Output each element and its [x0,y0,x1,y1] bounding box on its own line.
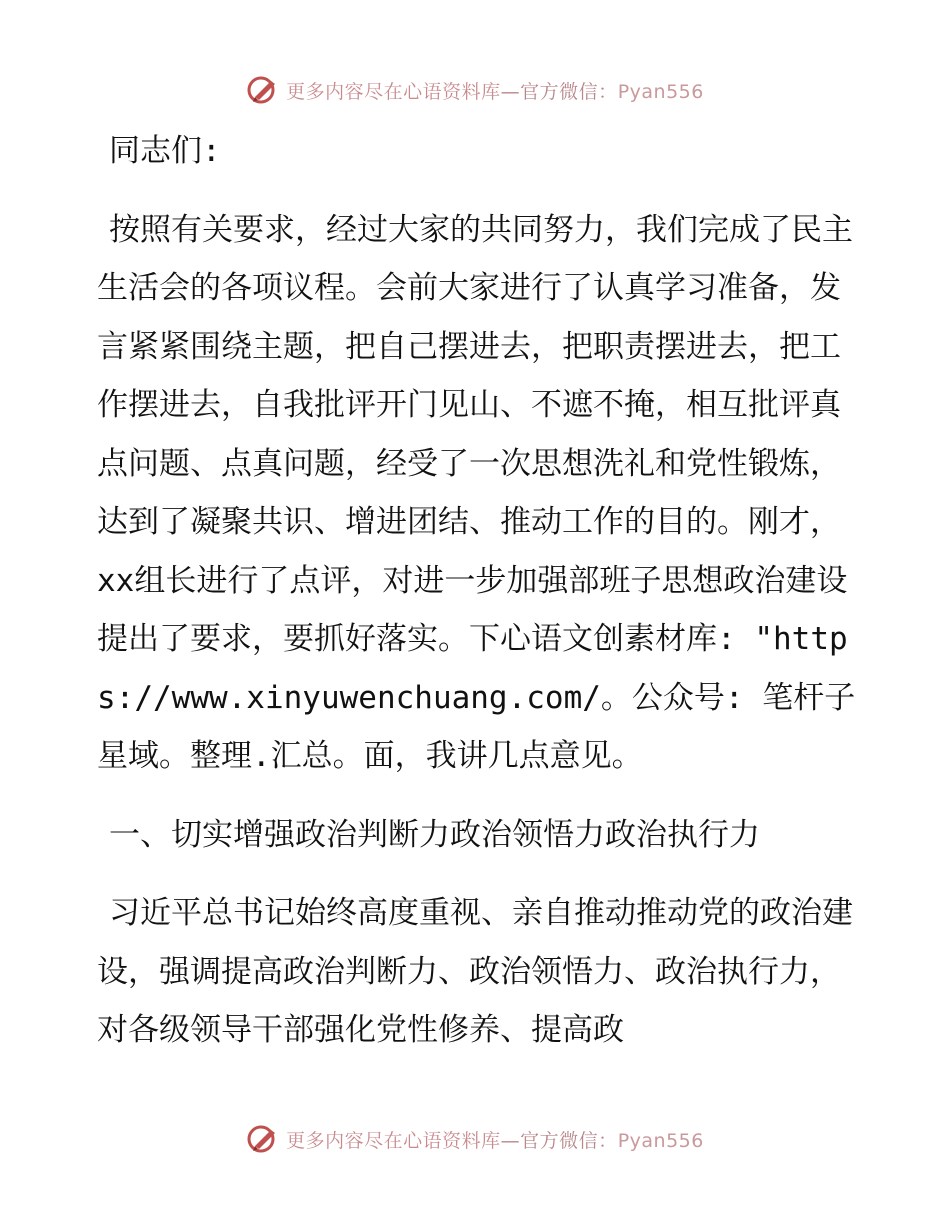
paragraph-2: 习近平总书记始终高度重视、亲自推动推动党的政治建设，强调提高政治判断力、政治领悟力、政治执行力，对各级领导干部强化党性修养、提高政 [97,895,853,1048]
watermark-contact-text: 官方微信： [520,1129,618,1152]
watermark-contact-text: 官方微信： [520,80,618,103]
pen-logo-icon [246,75,280,105]
watermark-dash: — [500,1129,521,1152]
watermark-brand-text: 更多内容尽在心语资料库 [286,1129,501,1152]
watermark-dash: — [500,80,521,103]
watermark-contact-id: Pyan556 [617,1129,704,1152]
greeting-text: 同志们: [109,133,221,169]
footer-watermark [0,1119,950,1159]
header-watermark [0,70,950,110]
pen-logo-icon [246,1124,280,1154]
watermark-contact-id: Pyan556 [617,80,704,103]
paragraph-1: 按照有关要求，经过大家的共同努力，我们完成了民主生活会的各项议程。会前大家进行了认真学习准备，发言紧紧围绕主题，把自己摆进去，把职责摆进去，把工作摆进去，自我批评开门见山、不遮不掩，相互批评真点问题、点真问题，经受了一次思想洗礼和党性锻炼，达到了凝聚共识、增进团结、推动工作的目的。刚才，xx组长进行了点评，对进一步加强部班子思想政治建设提出了要求，要抓好落实。下心语文创素材库: "https://www.xinyuwenchuang.com/。公众号: 笔杆子星域。整理.汇总。面，我讲几点意见。 [97,211,856,774]
watermark-brand-text: 更多内容尽在心语资料库 [286,80,501,103]
document-body [97,122,857,1080]
section-heading-1: 一、切实增强政治判断力政治领悟力政治执行力 [109,816,760,853]
